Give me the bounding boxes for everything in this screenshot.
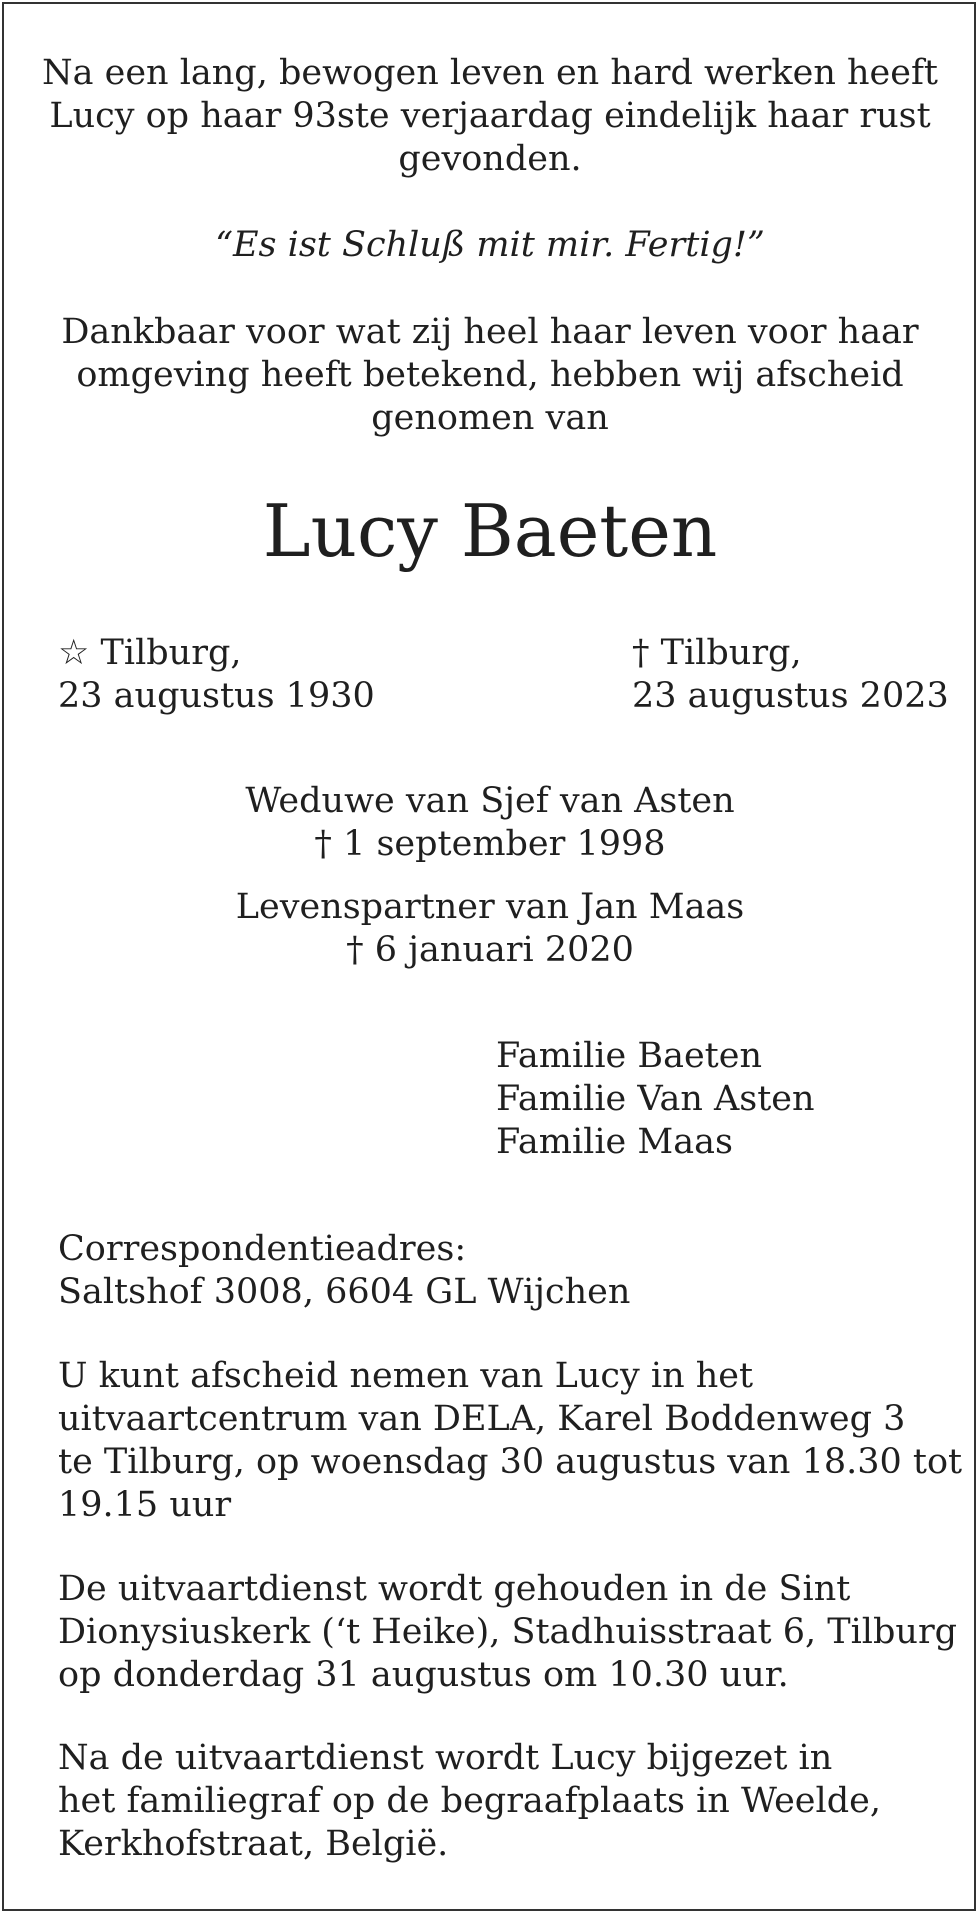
thanks-line: Dankbaar voor wat zij heel haar leven voor haar <box>61 312 919 352</box>
intro-line: Lucy op haar 93ste verjaardag eindelijk haar rust <box>49 96 931 136</box>
birth-place: Tilburg, <box>100 633 242 673</box>
cross-icon: † <box>346 930 364 970</box>
partner-death-date: 6 januari 2020 <box>374 930 634 970</box>
star-icon: ☆ <box>58 633 90 673</box>
cross-icon: † <box>314 824 332 864</box>
family-name: Familie Maas <box>496 1122 733 1162</box>
families-list <box>496 1035 916 1164</box>
birth-block <box>58 632 388 718</box>
service-paragraph <box>58 1568 958 1697</box>
quote: “Es ist Schluß mit mir. Fertig!” <box>215 225 765 265</box>
thanks-line: genomen van <box>371 398 609 438</box>
correspondence-block <box>58 1228 938 1314</box>
birth-date: 23 augustus 1930 <box>58 676 375 716</box>
service-line: Dionysiuskerk (‘t Heike), Stadhuisstraat 6, Tilburg <box>58 1612 958 1652</box>
family-name: Familie Baeten <box>496 1036 763 1076</box>
burial-line: het familiegraf op de begraafplaats in Weelde, <box>58 1781 881 1821</box>
spouse-death-date: 1 september 1998 <box>343 824 666 864</box>
burial-paragraph <box>58 1737 938 1866</box>
family-name: Familie Van Asten <box>496 1079 815 1119</box>
partner-text: Levenspartner van Jan Maas <box>235 887 745 927</box>
intro-paragraph <box>40 52 940 181</box>
burial-line: Kerkhofstraat, België. <box>58 1824 449 1864</box>
death-date: 23 augustus 2023 <box>632 676 949 716</box>
visitation-line: te Tilburg, op woensdag 30 augustus van 18.30 tot <box>58 1442 963 1482</box>
cross-icon: † <box>632 633 650 673</box>
thanks-paragraph <box>40 311 940 440</box>
death-block <box>632 632 962 718</box>
visitation-line: uitvaartcentrum van DELA, Karel Boddenweg 3 <box>58 1399 906 1439</box>
deceased-name: Lucy Baeten <box>262 489 718 573</box>
burial-line: Na de uitvaartdienst wordt Lucy bijgezet in <box>58 1738 833 1778</box>
correspondence-address: Saltshof 3008, 6604 GL Wijchen <box>58 1272 631 1312</box>
visitation-line: 19.15 uur <box>58 1485 232 1525</box>
service-line: De uitvaartdienst wordt gehouden in de Sint <box>58 1569 851 1609</box>
intro-line: gevonden. <box>398 139 582 179</box>
service-line: op donderdag 31 augustus om 10.30 uur. <box>58 1655 789 1695</box>
visitation-paragraph <box>58 1355 963 1527</box>
partner-block <box>40 886 940 972</box>
thanks-line: omgeving heeft betekend, hebben wij afscheid <box>76 355 904 395</box>
death-place: Tilburg, <box>660 633 802 673</box>
spouse-block <box>40 780 940 866</box>
correspondence-label: Correspondentieadres: <box>58 1229 467 1269</box>
spouse-text: Weduwe van Sjef van Asten <box>245 781 735 821</box>
intro-line: Na een lang, bewogen leven en hard werken heeft <box>42 53 938 93</box>
visitation-line: U kunt afscheid nemen van Lucy in het <box>58 1356 754 1396</box>
